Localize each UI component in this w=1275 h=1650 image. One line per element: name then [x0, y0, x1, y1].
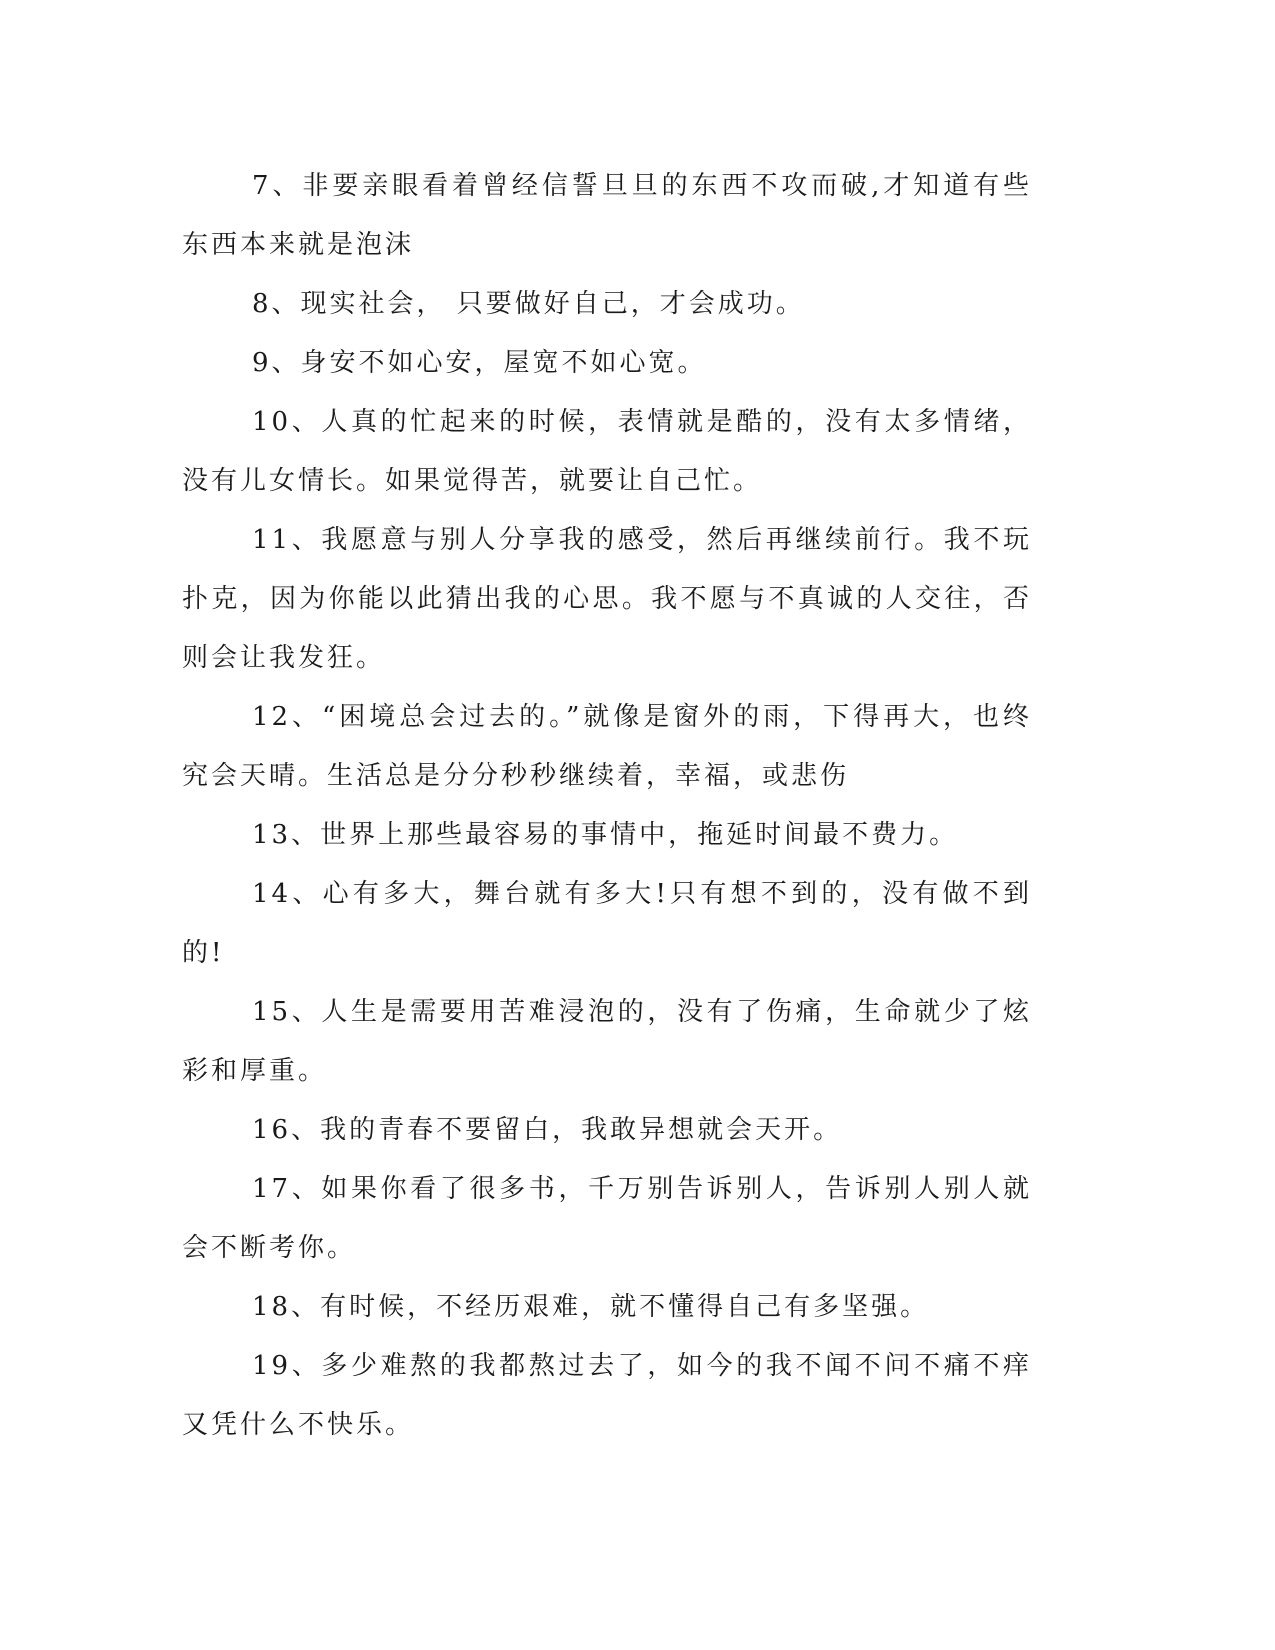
paragraph-16: 16、我的青春不要留白，我敢异想就会天开。 [252, 1115, 843, 1145]
paragraph-13: 13、世界上那些最容易的事情中，拖延时间最不费力。 [252, 820, 959, 850]
paragraph-17: 17、如果你看了很多书，千万别告诉别人，告诉别人别人就会不断考你。 [182, 1174, 1032, 1263]
paragraph-7: 7、非要亲眼看着曾经信誓旦旦的东西不攻而破,才知道有些东西本来就是泡沫 [182, 171, 1032, 260]
paragraph-19: 19、多少难熬的我都熬过去了，如今的我不闻不问不痛不痒又凭什么不快乐。 [182, 1351, 1032, 1440]
paragraph-10: 10、人真的忙起来的时候，表情就是酷的，没有太多情绪，没有儿女情长。如果觉得苦，就要让自己忙。 [182, 407, 1032, 496]
document-body [182, 157, 1032, 1455]
paragraph-8: 8、现实社会， 只要做好自己，才会成功。 [252, 289, 805, 319]
paragraph-14: 14、心有多大，舞台就有多大!只有想不到的，没有做不到的! [182, 879, 1032, 968]
paragraph-9: 9、身安不如心安，屋宽不如心宽。 [252, 348, 707, 378]
paragraph-18: 18、有时候，不经历艰难，就不懂得自己有多坚强。 [252, 1292, 930, 1322]
paragraph-11: 11、我愿意与别人分享我的感受，然后再继续前行。我不玩扑克，因为你能以此猜出我的心思。我不愿与不真诚的人交往，否则会让我发狂。 [182, 525, 1032, 673]
paragraph-12: 12、“困境总会过去的。”就像是窗外的雨，下得再大，也终究会天晴。生活总是分分秒秒继续着，幸福，或悲伤 [182, 702, 1032, 791]
paragraph-15: 15、人生是需要用苦难浸泡的，没有了伤痛，生命就少了炫彩和厚重。 [182, 997, 1032, 1086]
